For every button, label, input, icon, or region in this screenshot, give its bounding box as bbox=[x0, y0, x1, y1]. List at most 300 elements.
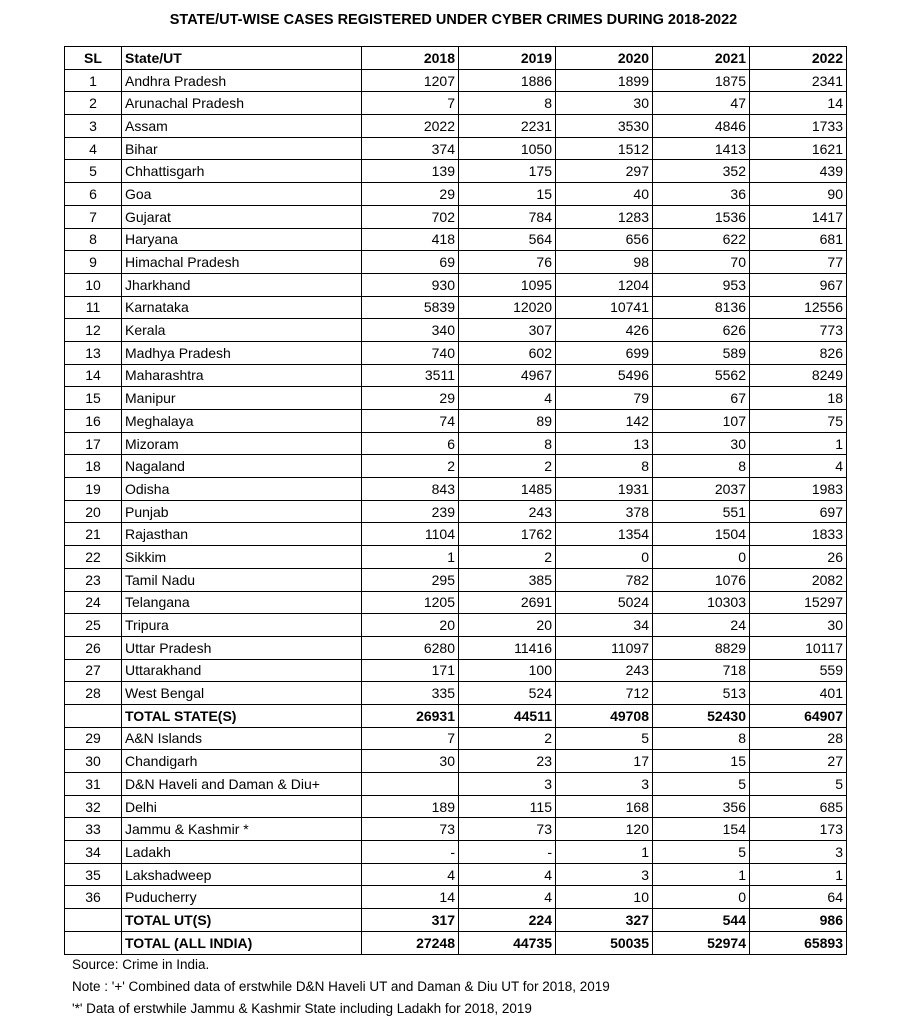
cases-value: 12556 bbox=[750, 296, 847, 319]
cases-value: 30 bbox=[750, 614, 847, 637]
cases-value: 90 bbox=[750, 183, 847, 206]
cases-value: 8136 bbox=[653, 296, 750, 319]
table-row bbox=[65, 341, 847, 364]
serial-number: 20 bbox=[65, 500, 122, 523]
state-ut-name: Goa bbox=[122, 183, 362, 206]
cases-value: 1512 bbox=[556, 137, 653, 160]
cases-value: 740 bbox=[362, 341, 459, 364]
cases-value: - bbox=[362, 841, 459, 864]
table-row bbox=[65, 886, 847, 909]
cases-value: 175 bbox=[459, 160, 556, 183]
serial-number: 28 bbox=[65, 682, 122, 705]
state-ut-name: Punjab bbox=[122, 500, 362, 523]
cases-value: 4 bbox=[459, 886, 556, 909]
serial-number: 35 bbox=[65, 863, 122, 886]
state-ut-name: Kerala bbox=[122, 319, 362, 342]
cases-value: 27 bbox=[750, 750, 847, 773]
cases-value: 1931 bbox=[556, 478, 653, 501]
cases-value: - bbox=[459, 841, 556, 864]
cases-value: 30 bbox=[556, 92, 653, 115]
footnotes bbox=[72, 954, 610, 1020]
cases-value: 171 bbox=[362, 659, 459, 682]
state-ut-name: Chandigarh bbox=[122, 750, 362, 773]
cases-value: 52430 bbox=[653, 704, 750, 727]
serial-number: 15 bbox=[65, 387, 122, 410]
serial-number: 30 bbox=[65, 750, 122, 773]
cases-value: 3 bbox=[556, 863, 653, 886]
total-row bbox=[65, 909, 847, 932]
table-row bbox=[65, 727, 847, 750]
header-year: 2020 bbox=[556, 47, 653, 70]
table-row bbox=[65, 568, 847, 591]
cases-value: 295 bbox=[362, 568, 459, 591]
cases-value: 718 bbox=[653, 659, 750, 682]
state-ut-name: Madhya Pradesh bbox=[122, 341, 362, 364]
cases-value: 551 bbox=[653, 500, 750, 523]
serial-number: 21 bbox=[65, 523, 122, 546]
state-ut-name: Uttarakhand bbox=[122, 659, 362, 682]
state-ut-name: Bihar bbox=[122, 137, 362, 160]
table-row bbox=[65, 478, 847, 501]
cases-value: 2 bbox=[459, 727, 556, 750]
cases-value: 3 bbox=[556, 773, 653, 796]
cases-value bbox=[362, 773, 459, 796]
cases-value: 239 bbox=[362, 500, 459, 523]
cases-value: 699 bbox=[556, 341, 653, 364]
cases-value: 5496 bbox=[556, 364, 653, 387]
cases-value: 784 bbox=[459, 205, 556, 228]
cases-value: 154 bbox=[653, 818, 750, 841]
serial-number: 18 bbox=[65, 455, 122, 478]
cases-value: 5839 bbox=[362, 296, 459, 319]
cases-value: 782 bbox=[556, 568, 653, 591]
serial-number: 1 bbox=[65, 69, 122, 92]
cases-value: 243 bbox=[556, 659, 653, 682]
cases-value: 1762 bbox=[459, 523, 556, 546]
cases-value: 544 bbox=[653, 909, 750, 932]
cases-value: 65893 bbox=[750, 931, 847, 954]
cases-value: 30 bbox=[653, 432, 750, 455]
cases-value: 107 bbox=[653, 410, 750, 433]
state-ut-name: Lakshadweep bbox=[122, 863, 362, 886]
state-ut-name: Meghalaya bbox=[122, 410, 362, 433]
cases-value: 14 bbox=[362, 886, 459, 909]
cases-value: 89 bbox=[459, 410, 556, 433]
table-row bbox=[65, 614, 847, 637]
cases-value: 1485 bbox=[459, 478, 556, 501]
cases-value: 4967 bbox=[459, 364, 556, 387]
cases-value: 2 bbox=[362, 455, 459, 478]
state-ut-name: Himachal Pradesh bbox=[122, 251, 362, 274]
state-ut-name: Telangana bbox=[122, 591, 362, 614]
serial-number bbox=[65, 704, 122, 727]
cases-value: 702 bbox=[362, 205, 459, 228]
cyber-crime-table bbox=[64, 46, 847, 955]
cases-value: 1536 bbox=[653, 205, 750, 228]
serial-number: 25 bbox=[65, 614, 122, 637]
cases-value: 2037 bbox=[653, 478, 750, 501]
cases-value: 30 bbox=[362, 750, 459, 773]
cases-value: 2 bbox=[459, 455, 556, 478]
cases-value: 139 bbox=[362, 160, 459, 183]
state-ut-name: TOTAL STATE(S) bbox=[122, 704, 362, 727]
cases-value: 307 bbox=[459, 319, 556, 342]
serial-number: 17 bbox=[65, 432, 122, 455]
cases-value: 385 bbox=[459, 568, 556, 591]
cases-value: 0 bbox=[653, 886, 750, 909]
source-note: Source: Crime in India. bbox=[72, 957, 210, 972]
serial-number: 31 bbox=[65, 773, 122, 796]
cases-value: 70 bbox=[653, 251, 750, 274]
cases-value: 8829 bbox=[653, 636, 750, 659]
cases-value: 0 bbox=[653, 546, 750, 569]
serial-number: 10 bbox=[65, 273, 122, 296]
cases-value: 64 bbox=[750, 886, 847, 909]
cases-value: 74 bbox=[362, 410, 459, 433]
cases-value: 1050 bbox=[459, 137, 556, 160]
serial-number: 9 bbox=[65, 251, 122, 274]
header-year: 2021 bbox=[653, 47, 750, 70]
table-row bbox=[65, 636, 847, 659]
cases-value: 559 bbox=[750, 659, 847, 682]
serial-number: 13 bbox=[65, 341, 122, 364]
table-row bbox=[65, 523, 847, 546]
cases-value: 3 bbox=[750, 841, 847, 864]
serial-number: 32 bbox=[65, 795, 122, 818]
cases-value: 297 bbox=[556, 160, 653, 183]
serial-number: 11 bbox=[65, 296, 122, 319]
cases-value: 98 bbox=[556, 251, 653, 274]
cases-value: 13 bbox=[556, 432, 653, 455]
cases-value: 930 bbox=[362, 273, 459, 296]
cases-value: 1 bbox=[362, 546, 459, 569]
table-row bbox=[65, 682, 847, 705]
table-row bbox=[65, 319, 847, 342]
state-ut-name: Tripura bbox=[122, 614, 362, 637]
cases-value: 1 bbox=[556, 841, 653, 864]
state-ut-name: Karnataka bbox=[122, 296, 362, 319]
state-ut-name: Gujarat bbox=[122, 205, 362, 228]
table-row bbox=[65, 137, 847, 160]
state-ut-name: Andhra Pradesh bbox=[122, 69, 362, 92]
state-ut-name: Rajasthan bbox=[122, 523, 362, 546]
cases-value: 401 bbox=[750, 682, 847, 705]
cases-value: 75 bbox=[750, 410, 847, 433]
cases-value: 967 bbox=[750, 273, 847, 296]
cases-value: 47 bbox=[653, 92, 750, 115]
serial-number: 26 bbox=[65, 636, 122, 659]
cases-value: 1983 bbox=[750, 478, 847, 501]
cases-value: 352 bbox=[653, 160, 750, 183]
cases-value: 142 bbox=[556, 410, 653, 433]
cases-value: 1899 bbox=[556, 69, 653, 92]
cases-value: 1417 bbox=[750, 205, 847, 228]
table-row bbox=[65, 273, 847, 296]
cases-value: 10741 bbox=[556, 296, 653, 319]
state-ut-name: D&N Haveli and Daman & Diu+ bbox=[122, 773, 362, 796]
table-row bbox=[65, 410, 847, 433]
state-ut-name: Odisha bbox=[122, 478, 362, 501]
cases-value: 8 bbox=[556, 455, 653, 478]
table-row bbox=[65, 591, 847, 614]
cases-value: 27248 bbox=[362, 931, 459, 954]
state-ut-name: Maharashtra bbox=[122, 364, 362, 387]
cases-value: 327 bbox=[556, 909, 653, 932]
cases-value: 8 bbox=[653, 455, 750, 478]
table-row bbox=[65, 92, 847, 115]
cases-value: 15 bbox=[653, 750, 750, 773]
state-ut-name: Uttar Pradesh bbox=[122, 636, 362, 659]
cases-value: 602 bbox=[459, 341, 556, 364]
table-row bbox=[65, 160, 847, 183]
cases-value: 77 bbox=[750, 251, 847, 274]
cases-value: 1733 bbox=[750, 115, 847, 138]
cases-value: 79 bbox=[556, 387, 653, 410]
cases-value: 513 bbox=[653, 682, 750, 705]
cases-value: 40 bbox=[556, 183, 653, 206]
cases-value: 15297 bbox=[750, 591, 847, 614]
cases-value: 4 bbox=[459, 387, 556, 410]
serial-number: 4 bbox=[65, 137, 122, 160]
cases-value: 1205 bbox=[362, 591, 459, 614]
cases-value: 10303 bbox=[653, 591, 750, 614]
cases-value: 3530 bbox=[556, 115, 653, 138]
cases-value: 15 bbox=[459, 183, 556, 206]
table-row bbox=[65, 432, 847, 455]
cases-value: 11097 bbox=[556, 636, 653, 659]
cases-value: 50035 bbox=[556, 931, 653, 954]
cases-value: 4 bbox=[459, 863, 556, 886]
cases-value: 1 bbox=[750, 432, 847, 455]
table-row bbox=[65, 750, 847, 773]
header-state-ut: State/UT bbox=[122, 47, 362, 70]
table-row bbox=[65, 455, 847, 478]
document-title: STATE/UT-WISE CASES REGISTERED UNDER CYBER CRIMES DURING 2018-2022 bbox=[169, 12, 738, 28]
cases-value: 439 bbox=[750, 160, 847, 183]
table-row bbox=[65, 387, 847, 410]
cases-value: 2 bbox=[459, 546, 556, 569]
cases-value: 7 bbox=[362, 727, 459, 750]
table-row bbox=[65, 228, 847, 251]
cases-value: 2082 bbox=[750, 568, 847, 591]
cases-value: 2022 bbox=[362, 115, 459, 138]
serial-number: 29 bbox=[65, 727, 122, 750]
serial-number: 33 bbox=[65, 818, 122, 841]
cases-value: 5 bbox=[653, 841, 750, 864]
serial-number: 24 bbox=[65, 591, 122, 614]
table-row bbox=[65, 841, 847, 864]
cases-value: 100 bbox=[459, 659, 556, 682]
cases-value: 1207 bbox=[362, 69, 459, 92]
cases-value: 20 bbox=[459, 614, 556, 637]
jammu-kashmir-note: '*' Data of erstwhile Jammu & Kashmir State including Ladakh for 2018, 2019 bbox=[72, 1001, 532, 1016]
cases-value: 29 bbox=[362, 183, 459, 206]
cases-value: 1283 bbox=[556, 205, 653, 228]
table-row bbox=[65, 795, 847, 818]
table-row bbox=[65, 500, 847, 523]
cases-value: 317 bbox=[362, 909, 459, 932]
state-ut-name: Tamil Nadu bbox=[122, 568, 362, 591]
state-ut-name: TOTAL UT(S) bbox=[122, 909, 362, 932]
table-row bbox=[65, 296, 847, 319]
header-year: 2019 bbox=[459, 47, 556, 70]
cases-value: 622 bbox=[653, 228, 750, 251]
cases-value: 1076 bbox=[653, 568, 750, 591]
header-row bbox=[65, 47, 847, 70]
cases-value: 1 bbox=[653, 863, 750, 886]
cases-value: 773 bbox=[750, 319, 847, 342]
state-ut-name: Jammu & Kashmir * bbox=[122, 818, 362, 841]
cases-value: 28 bbox=[750, 727, 847, 750]
cases-value: 1621 bbox=[750, 137, 847, 160]
state-ut-name: Manipur bbox=[122, 387, 362, 410]
cases-value: 426 bbox=[556, 319, 653, 342]
cases-value: 5024 bbox=[556, 591, 653, 614]
cases-value: 5 bbox=[653, 773, 750, 796]
serial-number: 3 bbox=[65, 115, 122, 138]
state-ut-name: A&N Islands bbox=[122, 727, 362, 750]
cases-value: 76 bbox=[459, 251, 556, 274]
cases-value: 1204 bbox=[556, 273, 653, 296]
state-ut-name: Mizoram bbox=[122, 432, 362, 455]
table-row bbox=[65, 364, 847, 387]
cases-value: 953 bbox=[653, 273, 750, 296]
table-row bbox=[65, 183, 847, 206]
serial-number bbox=[65, 909, 122, 932]
serial-number: 6 bbox=[65, 183, 122, 206]
cases-value: 418 bbox=[362, 228, 459, 251]
serial-number bbox=[65, 931, 122, 954]
serial-number: 2 bbox=[65, 92, 122, 115]
cases-value: 17 bbox=[556, 750, 653, 773]
cases-value: 524 bbox=[459, 682, 556, 705]
cases-value: 173 bbox=[750, 818, 847, 841]
cases-value: 340 bbox=[362, 319, 459, 342]
cases-value: 3511 bbox=[362, 364, 459, 387]
cases-value: 1095 bbox=[459, 273, 556, 296]
cases-value: 1886 bbox=[459, 69, 556, 92]
cases-value: 4846 bbox=[653, 115, 750, 138]
cases-value: 115 bbox=[459, 795, 556, 818]
cases-value: 29 bbox=[362, 387, 459, 410]
header-year: 2018 bbox=[362, 47, 459, 70]
total-row bbox=[65, 704, 847, 727]
cases-value: 564 bbox=[459, 228, 556, 251]
cases-value: 2341 bbox=[750, 69, 847, 92]
table-row bbox=[65, 773, 847, 796]
cases-value: 23 bbox=[459, 750, 556, 773]
cases-value: 1 bbox=[750, 863, 847, 886]
cases-value: 44511 bbox=[459, 704, 556, 727]
table-row bbox=[65, 546, 847, 569]
cases-value: 656 bbox=[556, 228, 653, 251]
cases-value: 5562 bbox=[653, 364, 750, 387]
state-ut-name: Jharkhand bbox=[122, 273, 362, 296]
cases-value: 697 bbox=[750, 500, 847, 523]
cases-value: 18 bbox=[750, 387, 847, 410]
table-row bbox=[65, 115, 847, 138]
cases-value: 2691 bbox=[459, 591, 556, 614]
cases-value: 26 bbox=[750, 546, 847, 569]
table-body bbox=[65, 69, 847, 954]
cases-value: 589 bbox=[653, 341, 750, 364]
state-ut-name: Arunachal Pradesh bbox=[122, 92, 362, 115]
cases-value: 20 bbox=[362, 614, 459, 637]
cases-value: 8 bbox=[459, 92, 556, 115]
cases-value: 712 bbox=[556, 682, 653, 705]
cases-value: 1104 bbox=[362, 523, 459, 546]
header-year: 2022 bbox=[750, 47, 847, 70]
serial-number: 7 bbox=[65, 205, 122, 228]
serial-number: 23 bbox=[65, 568, 122, 591]
serial-number: 12 bbox=[65, 319, 122, 342]
state-ut-name: Assam bbox=[122, 115, 362, 138]
cases-value: 335 bbox=[362, 682, 459, 705]
cases-value: 8249 bbox=[750, 364, 847, 387]
cases-value: 4 bbox=[362, 863, 459, 886]
cases-value: 685 bbox=[750, 795, 847, 818]
table-row bbox=[65, 69, 847, 92]
table-row bbox=[65, 863, 847, 886]
cases-value: 1413 bbox=[653, 137, 750, 160]
table-row bbox=[65, 205, 847, 228]
serial-number: 22 bbox=[65, 546, 122, 569]
table-row bbox=[65, 659, 847, 682]
cases-value: 2231 bbox=[459, 115, 556, 138]
cases-value: 34 bbox=[556, 614, 653, 637]
cases-value: 224 bbox=[459, 909, 556, 932]
total-row bbox=[65, 931, 847, 954]
state-ut-name: Delhi bbox=[122, 795, 362, 818]
serial-number: 16 bbox=[65, 410, 122, 433]
cases-value: 5 bbox=[556, 727, 653, 750]
cases-value: 843 bbox=[362, 478, 459, 501]
serial-number: 14 bbox=[65, 364, 122, 387]
state-ut-name: Puducherry bbox=[122, 886, 362, 909]
cases-value: 1354 bbox=[556, 523, 653, 546]
state-ut-name: Haryana bbox=[122, 228, 362, 251]
state-ut-name: Nagaland bbox=[122, 455, 362, 478]
cases-value: 8 bbox=[653, 727, 750, 750]
cases-value: 73 bbox=[459, 818, 556, 841]
serial-number: 5 bbox=[65, 160, 122, 183]
cases-value: 7 bbox=[362, 92, 459, 115]
state-ut-name: Sikkim bbox=[122, 546, 362, 569]
table-row bbox=[65, 818, 847, 841]
cases-value: 49708 bbox=[556, 704, 653, 727]
serial-number: 8 bbox=[65, 228, 122, 251]
cases-value: 10117 bbox=[750, 636, 847, 659]
cases-value: 8 bbox=[459, 432, 556, 455]
state-ut-name: TOTAL (ALL INDIA) bbox=[122, 931, 362, 954]
serial-number: 34 bbox=[65, 841, 122, 864]
serial-number: 27 bbox=[65, 659, 122, 682]
cases-value: 1875 bbox=[653, 69, 750, 92]
cases-value: 0 bbox=[556, 546, 653, 569]
cases-value: 12020 bbox=[459, 296, 556, 319]
cases-value: 1504 bbox=[653, 523, 750, 546]
cases-value: 24 bbox=[653, 614, 750, 637]
cases-value: 26931 bbox=[362, 704, 459, 727]
cases-value: 14 bbox=[750, 92, 847, 115]
cases-value: 681 bbox=[750, 228, 847, 251]
cases-value: 5 bbox=[750, 773, 847, 796]
state-ut-name: Ladakh bbox=[122, 841, 362, 864]
cases-value: 6 bbox=[362, 432, 459, 455]
header-sl: SL bbox=[65, 47, 122, 70]
state-ut-name: West Bengal bbox=[122, 682, 362, 705]
cases-value: 189 bbox=[362, 795, 459, 818]
